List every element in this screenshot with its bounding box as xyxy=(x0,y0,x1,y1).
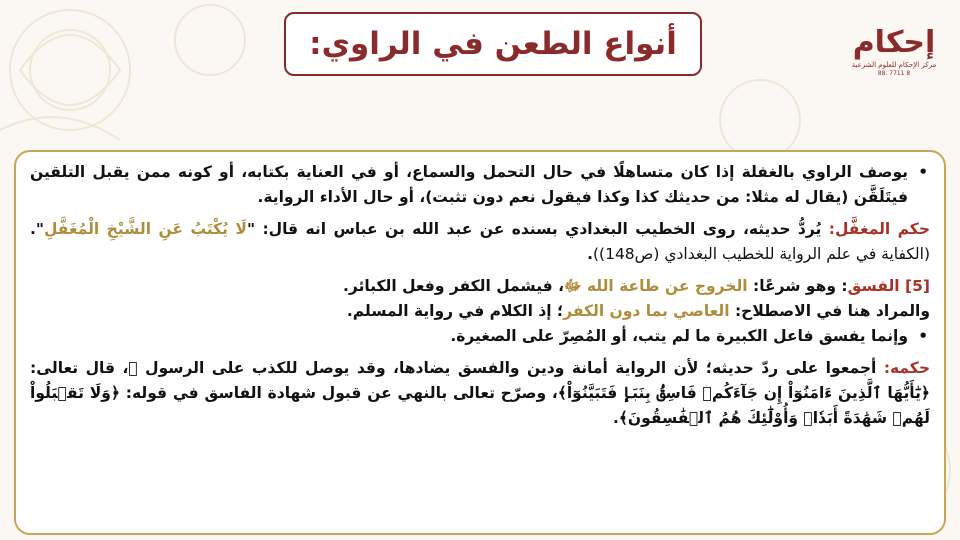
fisq-ruling-line-2: قال تعالى: ﴿يَٰٓأَيُّهَا ٱلَّذِينَ ءَامَنُوٓاْ إِن جَآءَكُمۡ فَاسِقُۢ بِنَبَإٖ فَتَبَيَّنُوٓاْ﴾، وصرّح تعالى بالنهي عن قبول شهادة الفاسق xyxy=(30,359,930,402)
major-sin-text: وإنما يفسق فاعل الكبيرة ما لم يتب، أو المُصِرّ على الصغيرة. xyxy=(450,327,908,345)
logo-name: إحكام xyxy=(852,25,936,60)
content-panel xyxy=(14,150,946,535)
fisq-ruling-line-1: أجمعوا على ردّ حديثه؛ لأن الرواية أمانة ودين والفسق يضادها، وقد يوصل للكذب على الرسول ﷺ، xyxy=(122,359,884,377)
mughaffal-ruling-text: يُردُّ حديثه، روى الخطيب البغدادي بسنده عن عبد الله بن عباس انه قال: " xyxy=(246,220,829,238)
fisq-term-definition: العاصي بما دون الكفر xyxy=(563,302,730,320)
fisq-label: الفسق xyxy=(847,277,906,295)
fisq-ruling-line-3: في قوله: ﴿وَلَا تَقۡبَلُواْ لَهُمۡ شَهَٰدَةً أَبَدٗاۚ وَأُوْلَٰٓئِكَ هُمُ ٱلۡفَٰسِقُونَ﴾. xyxy=(30,384,930,427)
paragraph-major-sin xyxy=(30,324,930,349)
logo-number: 88. 7711 8 xyxy=(877,70,911,77)
mughaffal-quote-part2: عَنِ الشَّيْخِ الْمُغَفَّلِ xyxy=(43,220,184,238)
paragraph-mughaffal-ruling xyxy=(30,217,930,267)
mughaffal-end: . xyxy=(587,245,593,263)
brand-logo xyxy=(842,26,946,96)
slide-title: أنواع الطعن في الراوي: xyxy=(309,26,677,62)
fisq-text-1: : وهو شرعًا: xyxy=(747,277,848,295)
fisq-term-text-2: ؛ إذ الكلام في رواية المسلم. xyxy=(346,302,564,320)
paragraph-fisq-definition xyxy=(30,274,930,299)
paragraph-fisq-term xyxy=(30,299,930,324)
fisq-term-text-1: والمراد هنا في الاصطلاح: xyxy=(729,302,930,320)
mughaffal-source: (الكفاية في علم الرواية للخطيب البغدادي (ص148)) xyxy=(592,245,930,263)
fisq-ruling-label: حكمه: xyxy=(883,359,930,377)
paragraph-fisq-ruling xyxy=(30,356,930,431)
paragraph-ghafla xyxy=(30,160,930,210)
fisq-definition: الخروج عن طاعة الله ﷻ xyxy=(563,277,748,295)
ghafla-line-1: يوصف الراوي بالغفلة إذا كان متساهلًا في حال التحمل والسماع، أو في العناية بكتابه، أو كونه ممن يقبل xyxy=(92,163,908,181)
mughaffal-quote-close: ". xyxy=(30,220,44,238)
mughaffal-ruling-label: حكم المغفَّل: xyxy=(828,220,930,238)
fisq-text-2: ، فيشمل الكفر وفعل الكبائر. xyxy=(343,277,564,295)
slide-title-box xyxy=(284,12,702,76)
logo-subtitle: مركز الإحكام للعلوم الشرعية xyxy=(851,61,937,69)
mughaffal-quote-part1: لَا يُكْتَبُ xyxy=(190,220,247,238)
ghafla-line-2: التلقين فيتَلَقَّن (يقال له مثلا: من حديثك كذا وكذا فيقول نعم دون تثبت)، أو حال الأداء الرواية. xyxy=(30,163,908,206)
fisq-number: [5] xyxy=(905,277,930,295)
